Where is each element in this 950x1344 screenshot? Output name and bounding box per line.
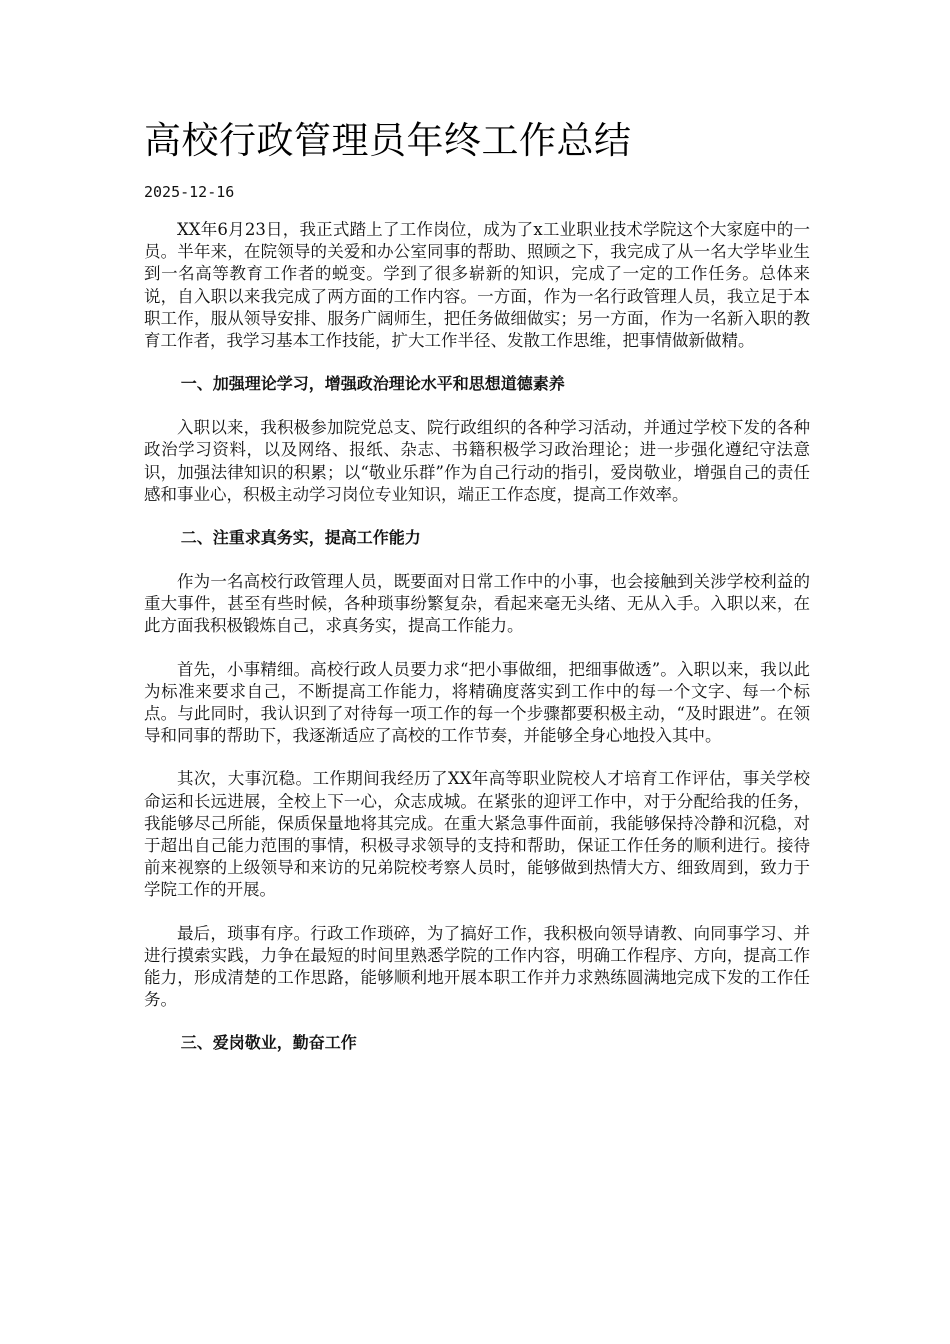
intro-paragraph: XX年6月23日，我正式踏上了工作岗位，成为了x工业职业技术学院这个大家庭中的一员。半年来，在院领导的关爱和办公室同事的帮助、照顾之下，我完成了从一名大学毕业生到一名高等教育工作者的蜕变。学到了很多崭新的知识，完成了一定的工作任务。总体来说，自入职以来我完成了两方面的工作内容。一方面，作为一名行政管理人员，我立足于本职工作，服从领导安排、服务广阔师生，把任务做细做实；另一方面，作为一名新入职的教育工作者，我学习基本工作技能，扩大工作半径、发散工作思维，把事情做新做精。 <box>144 220 810 351</box>
section-heading-2: 二、注重求真务实，提高工作能力 <box>180 528 421 548</box>
section-2-paragraph-3: 其次，大事沉稳。工作期间我经历了XX年高等职业院校人才培育工作评估，事关学校命运和长远进展，全校上下一心，众志成城。在紧张的迎评工作中，对于分配给我的任务，我能够尽己所能，保质保量地将其完成。在重大紧急事件面前，我能够保持冷静和沉稳，对于超出自己能力范围的事情，积极寻求领导的支持和帮助，保证工作任务的顺利进行。接待前来视察的上级领导和来访的兄弟院校考察人员时，能够做到热情大方、细致周到，致力于学院工作的开展。 <box>144 769 810 900</box>
document-body <box>144 118 810 1076</box>
section-heading-3: 三、爱岗敬业，勤奋工作 <box>180 1033 357 1053</box>
section-2-paragraph-2: 首先，小事精细。高校行政人员要力求“把小事做细，把细事做透”。入职以来，我以此为标准来要求自己，不断提高工作能力，将精确度落实到工作中的每一个文字、每一个标点。与此同时，我认识到了对待每一项工作的每一个步骤都要积极主动，“及时跟进”。在领导和同事的帮助下，我逐渐适应了高校的工作节奏，并能够全身心地投入其中。 <box>144 659 810 746</box>
section-1-paragraph: 入职以来，我积极参加院党总支、院行政组织的各种学习活动，并通过学校下发的各种政治学习资料，以及网络、报纸、杂志、书籍积极学习政治理论；进一步强化遵纪守法意识，加强法律知识的积累；以“敬业乐群”作为自己行动的指引，爱岗敬业，增强自己的责任感和事业心，积极主动学习岗位专业知识，端正工作态度，提高工作效率。 <box>144 418 810 504</box>
section-heading-1: 一、加强理论学习，增强政治理论水平和思想道德素养 <box>180 374 565 394</box>
section-2-paragraph-1: 作为一名高校行政管理人员，既要面对日常工作中的小事，也会接触到关涉学校利益的重大事件，甚至有些时候，各种琐事纷繁复杂，看起来毫无头绪、无从入手。入职以来，在此方面我积极锻炼自己，求真务实，提高工作能力。 <box>144 572 810 636</box>
section-2-paragraph-4: 最后，琐事有序。行政工作琐碎，为了搞好工作，我积极向领导请教、向同事学习、并进行摸索实践，力争在最短的时间里熟悉学院的工作内容，明确工作程序、方向，提高工作能力，形成清楚的工作思路，能够顺利地开展本职工作并力求熟练圆满地完成下发的工作任务。 <box>144 923 810 1010</box>
document-date: 2025-12-16 <box>144 183 235 201</box>
document-title: 高校行政管理员年终工作总结 <box>144 119 632 162</box>
